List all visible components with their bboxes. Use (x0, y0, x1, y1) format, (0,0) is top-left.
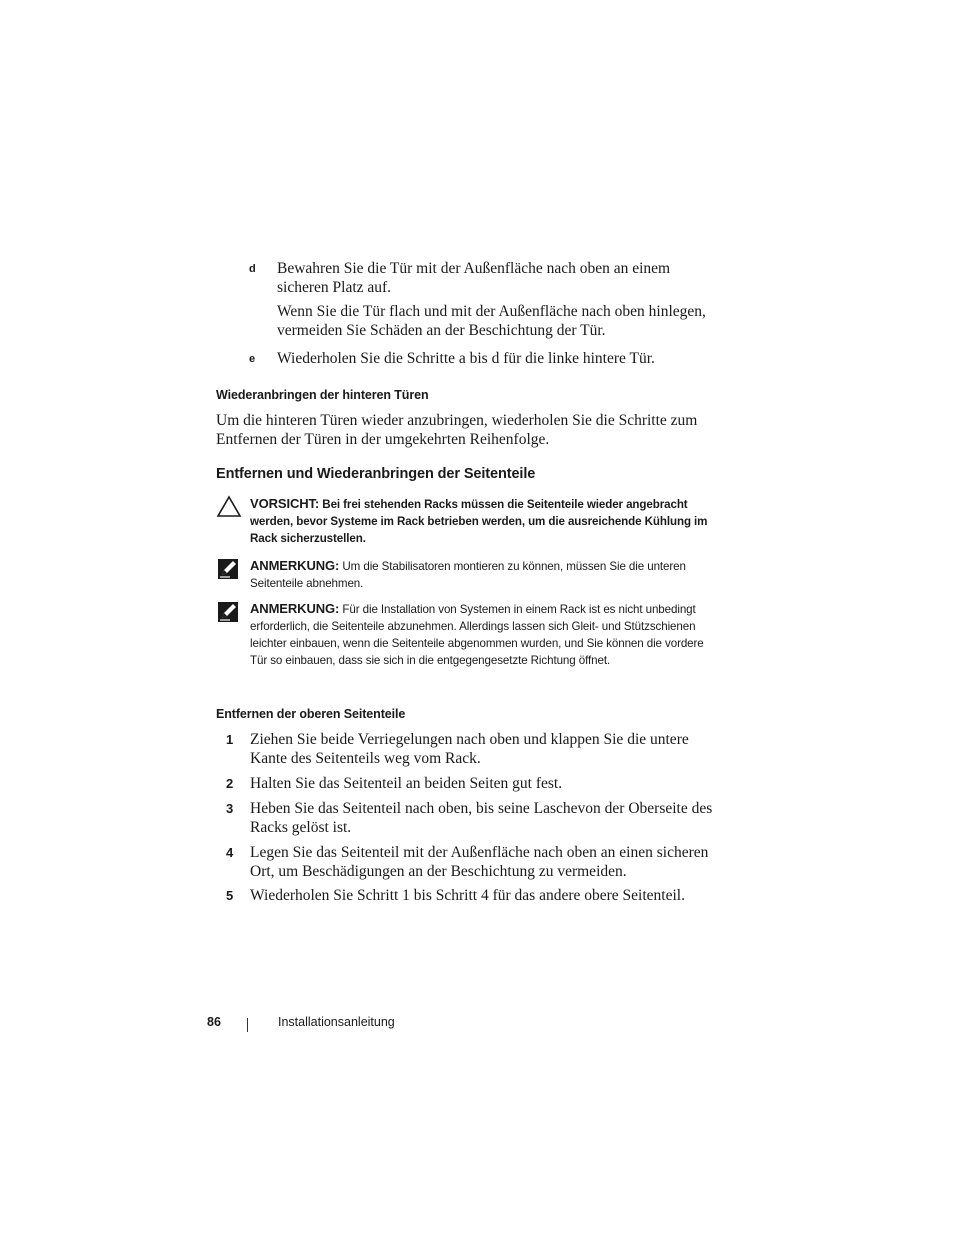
caution-body: Bei frei stehenden Racks müssen die Seitenteile wieder angebracht werden, bevor Systeme im Rack betrieben werden, um die ausreichende Kühlung im Rack sicherzustellen. (250, 498, 708, 545)
step-number: 4 (226, 845, 234, 860)
step-d-note (249, 302, 719, 340)
subsection-heading-remove-panels: Entfernen der oberen Seitenteile (216, 707, 406, 721)
note-pencil-icon (216, 557, 242, 581)
note-label: ANMERKUNG: (250, 558, 340, 573)
caution-block (216, 495, 716, 547)
numbered-step (226, 886, 721, 905)
numbered-step (226, 843, 721, 881)
step-text: Bewahren Sie die Tür mit der Außenfläche nach oben an einem sicheren Platz auf. (277, 260, 671, 296)
note-block (216, 557, 716, 592)
step-d (249, 259, 719, 297)
caution-text (250, 495, 716, 547)
note-text (250, 557, 716, 592)
step-number: 3 (226, 801, 234, 816)
note-body: Für die Installation von Systemen in einem Rack ist es nicht unbedingt erforderlich, die Seitenteile abzunehmen. Allerdings lassen sich Gleit- und Stützschienen leichter einbauen, wenn die Seitenteile abgenommen wurden, und Sie können die vordere Tür so einbauen, dass sie sich in die entgegengesetzte Richtung öffnet. (250, 603, 704, 667)
step-text: Legen Sie das Seitenteil mit der Außenfläche nach oben an einen sicheren Ort, um Beschädigungen an der Beschichtung zu vermeiden. (250, 844, 709, 880)
footer-title: Installationsanleitung (278, 1015, 395, 1029)
caution-label: VORSICHT: (250, 496, 320, 511)
footer-divider (247, 1018, 248, 1032)
step-text: Heben Sie das Seitenteil nach oben, bis seine Laschevon der Oberseite des Racks gelöst ist. (250, 800, 713, 836)
numbered-step (226, 730, 721, 768)
step-text: Wenn Sie die Tür flach und mit der Außenfläche nach oben hinlegen, vermeiden Sie Schäden an der Beschichtung der Tür. (277, 303, 706, 339)
step-text: Wiederholen Sie die Schritte a bis d für die linke hintere Tür. (277, 350, 655, 367)
step-letter: d (249, 263, 256, 275)
numbered-step (226, 799, 721, 837)
step-number: 5 (226, 888, 234, 903)
page-number: 86 (207, 1015, 221, 1029)
subsection-heading-replace-doors: Wiederanbringen der hinteren Türen (216, 388, 429, 402)
step-letter: e (249, 353, 256, 365)
step-number: 2 (226, 776, 234, 791)
section-title: Entfernen und Wiederanbringen der Seitenteile (216, 466, 536, 482)
step-text: Halten Sie das Seitenteil an beiden Seiten gut fest. (250, 775, 563, 792)
paragraph-replace-doors: Um die hinteren Türen wieder anzubringen, wiederholen Sie die Schritte zum Entfernen der Türen in der umgekehrten Reihenfolge. (216, 412, 698, 448)
note-text (250, 600, 716, 669)
note-block (216, 600, 716, 669)
step-number: 1 (226, 732, 234, 747)
numbered-step (226, 774, 721, 793)
note-label: ANMERKUNG: (250, 601, 340, 616)
note-pencil-icon (216, 600, 242, 624)
step-text: Wiederholen Sie Schritt 1 bis Schritt 4 für das andere obere Seitenteil. (250, 887, 685, 904)
step-text: Ziehen Sie beide Verriegelungen nach oben und klappen Sie die untere Kante des Seitenteils weg vom Rack. (250, 731, 689, 767)
note-body: Um die Stabilisatoren montieren zu können, müssen Sie die unteren Seitenteile abnehmen. (250, 560, 686, 590)
caution-triangle-icon (216, 495, 242, 519)
step-e (249, 349, 719, 368)
